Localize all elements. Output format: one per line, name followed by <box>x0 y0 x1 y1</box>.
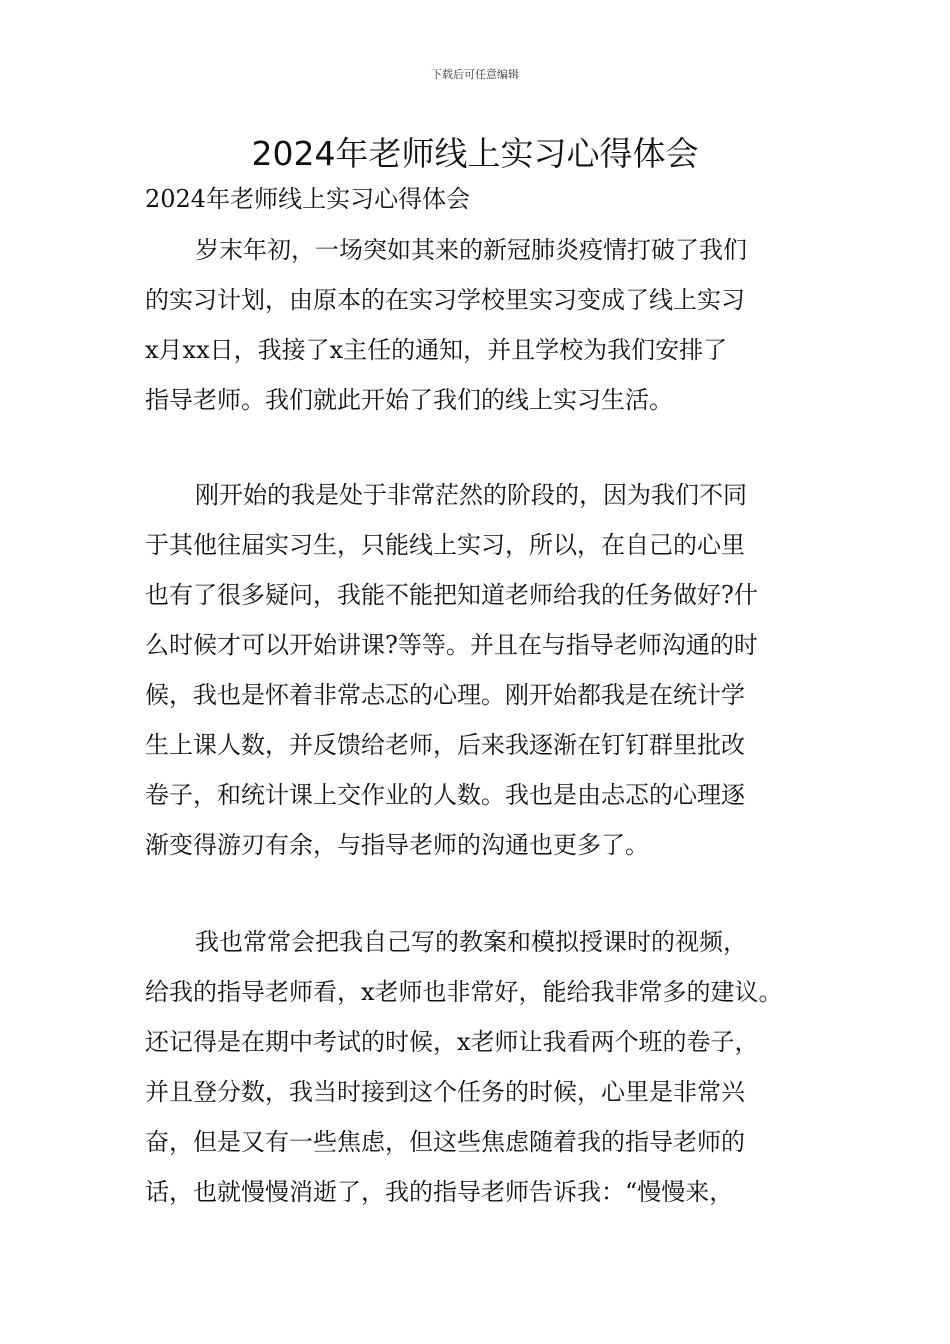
header-note: 下载后可任意编辑 <box>431 68 519 81</box>
paragraph-line: 卷子，和统计课上交作业的人数。我也是由忐忑的心理逐 <box>145 781 745 809</box>
paragraph-line: 指导老师。我们就此开始了我们的线上实习生活。 <box>145 386 673 414</box>
paragraph-1 <box>145 225 845 425</box>
paragraph-line: 渐变得游刃有余，与指导老师的沟通也更多了。 <box>145 831 649 859</box>
paragraph-3 <box>145 917 845 1217</box>
paragraph-2 <box>145 470 845 870</box>
paragraph-line: 刚开始的我是处于非常茫然的阶段的，因为我们不同 <box>195 481 747 509</box>
paragraph-line: 也有了很多疑问，我能不能把知道老师给我的任务做好?什 <box>145 581 758 609</box>
paragraph-line: 候，我也是怀着非常忐忑的心理。刚开始都我是在统计学 <box>145 681 745 709</box>
paragraph-line: 我也常常会把我自己写的教案和模拟授课时的视频， <box>195 928 747 956</box>
paragraph-line: 奋，但是又有一些焦虑，但这些焦虑随着我的指导老师的 <box>145 1128 745 1156</box>
paragraph-line: x月xx日，我接了x主任的通知，并且学校为我们安排了 <box>145 336 728 364</box>
paragraph-line: 话，也就慢慢消逝了，我的指导老师告诉我：“慢慢来， <box>145 1178 734 1206</box>
paragraph-line: 的实习计划，由原本的在实习学校里实习变成了线上实习 <box>145 286 745 314</box>
paragraph-line: 么时候才可以开始讲课?等等。并且在与指导老师沟通的时 <box>145 631 758 659</box>
paragraph-line: 给我的指导老师看，x老师也非常好，能给我非常多的建议。 <box>145 978 783 1006</box>
paragraph-line: 还记得是在期中考试的时候，x老师让我看两个班的卷子， <box>145 1028 759 1056</box>
paragraph-line: 生上课人数，并反馈给老师，后来我逐渐在钉钉群里批改 <box>145 731 745 759</box>
document-subtitle: 2024年老师线上实习心得体会 <box>145 185 471 213</box>
paragraph-line: 于其他往届实习生，只能线上实习，所以，在自己的心里 <box>145 531 745 559</box>
document-title: 2024年老师线上实习心得体会 <box>251 134 699 173</box>
paragraph-line: 岁末年初，一场突如其来的新冠肺炎疫情打破了我们 <box>195 236 747 264</box>
paragraph-line: 并且登分数，我当时接到这个任务的时候，心里是非常兴 <box>145 1078 745 1106</box>
